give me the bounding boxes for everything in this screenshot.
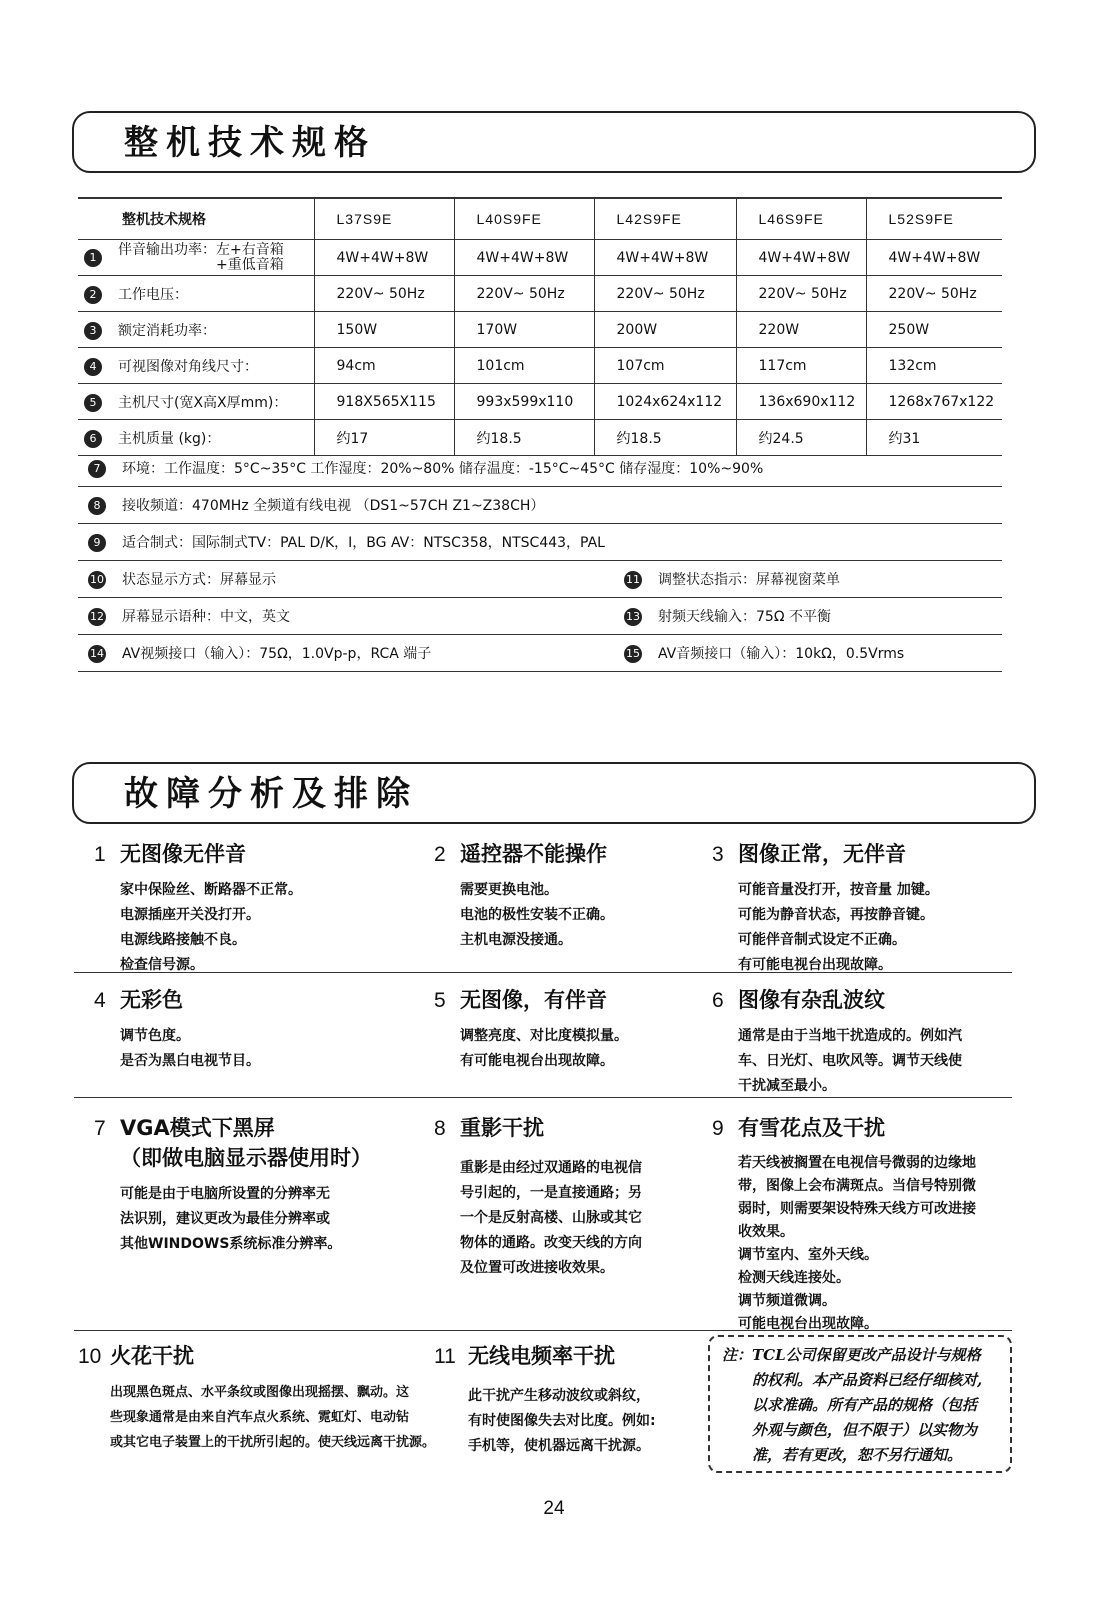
fault-line: 可能为静音状态，再按静音键。 (738, 907, 934, 923)
spec-table-title: 整机技术规格 (78, 198, 314, 240)
spec-label-text: 主机质量 (kg)： (118, 430, 221, 447)
spec-wide-text: 接收频道：470MHz 全频道有线电视 （DS1~57CH Z1~Z38CH） (122, 498, 545, 514)
fault-number: 9 (712, 1117, 724, 1140)
fault-section-title: 故障分析及排除 (124, 774, 418, 814)
spec-value: 1268x767x122 (866, 384, 1002, 420)
fault-title: 图像正常，无伴音 (738, 842, 906, 866)
fault-line: 是否为黑白电视节目。 (120, 1053, 260, 1069)
fault-line: 一个是反射高楼、山脉或其它 (460, 1210, 642, 1226)
spec-row-label (78, 384, 314, 420)
fault-line: 弱时，则需要架设特殊天线方可改进接 (738, 1201, 976, 1217)
spec-value: 918X565X115 (314, 384, 454, 420)
fault-item (434, 838, 744, 953)
spec-wide-row (78, 487, 1002, 524)
fault-line: 有时使图像失去对比度。例如: (468, 1413, 656, 1429)
item-number-badge: 15 (624, 645, 642, 663)
spec-label-text: 可视图像对角线尺寸： (118, 358, 258, 375)
spec-pair-row (78, 598, 1002, 635)
spec-pair-row (78, 635, 1002, 672)
spec-label-text-line2: +重低音箱 (216, 256, 284, 273)
fault-line: 通常是由于当地干扰造成的。例如汽 (738, 1028, 962, 1044)
spec-value: 4W+4W+8W (314, 240, 454, 276)
fault-number: 6 (712, 989, 724, 1012)
spec-wide-row (78, 524, 1002, 561)
spec-value: 94cm (314, 348, 454, 384)
fault-title: 重影干扰 (460, 1116, 544, 1140)
fault-line: 带，图像上会布满斑点。当信号特别微 (738, 1178, 976, 1194)
spec-value: 150W (314, 312, 454, 348)
fault-section-header (72, 762, 1036, 824)
spec-value: 220V~ 50Hz (736, 276, 866, 312)
fault-title: 无图像无伴音 (120, 842, 246, 866)
item-number-badge: 3 (84, 322, 102, 340)
spec-value: 107cm (594, 348, 736, 384)
spec-value: 220V~ 50Hz (594, 276, 736, 312)
spec-section-header (72, 111, 1036, 173)
fault-item (434, 1340, 704, 1459)
spec-label-text: 伴音输出功率：左+右音箱 (118, 241, 284, 258)
spec-value: 200W (594, 312, 736, 348)
fault-number: 8 (434, 1117, 446, 1140)
fault-item (94, 838, 404, 978)
fault-item (434, 984, 744, 1074)
divider (74, 1097, 1012, 1098)
fault-line: 其他WINDOWS系统标准分辨率。 (120, 1236, 342, 1252)
spec-label-text: 主机尺寸(宽X高X厚mm)： (118, 394, 288, 411)
spec-value: 约31 (866, 420, 1002, 456)
fault-line: 或其它电子装置上的干扰所引起的。使天线远离干扰源。 (110, 1435, 436, 1450)
fault-line: 若天线被搁置在电视信号微弱的边缘地 (738, 1155, 976, 1171)
fault-line: 可能伴音制式设定不正确。 (738, 932, 906, 948)
fault-line: 有可能电视台出现故障。 (460, 1053, 614, 1069)
spec-value: 4W+4W+8W (736, 240, 866, 276)
page-number: 24 (543, 1498, 565, 1519)
fault-line: 调节频道微调。 (738, 1293, 836, 1309)
fault-line: 重影是由经过双通路的电视信 (460, 1160, 642, 1176)
fault-line: 调节色度。 (120, 1028, 190, 1044)
fault-item (94, 984, 404, 1074)
fault-line: 收效果。 (738, 1224, 794, 1240)
fault-number: 2 (434, 843, 446, 866)
fault-title: 遥控器不能操作 (460, 842, 607, 866)
spec-value: 220V~ 50Hz (866, 276, 1002, 312)
model-header: L42S9FE (594, 198, 736, 240)
item-number-badge: 13 (624, 608, 642, 626)
fault-line: 电池的极性安装不正确。 (460, 907, 614, 923)
fault-number: 11 (434, 1345, 456, 1368)
note-line: 外观与颜色，但不限于）以实物为 (752, 1421, 978, 1439)
spec-value: 132cm (866, 348, 1002, 384)
fault-title: 火花干扰 (110, 1344, 194, 1368)
fault-number: 7 (94, 1117, 106, 1140)
fault-title: VGA模式下黑屏 (120, 1116, 275, 1140)
item-number-badge: 14 (88, 645, 106, 663)
spec-row (78, 312, 1002, 348)
fault-line: 号引起的，一是直接通路；另 (460, 1185, 642, 1201)
model-header: L46S9FE (736, 198, 866, 240)
model-header: L40S9FE (454, 198, 594, 240)
fault-item (94, 1112, 404, 1257)
item-number-badge: 7 (88, 460, 106, 478)
spec-value: 约24.5 (736, 420, 866, 456)
fault-line: 及位置可改进接收效果。 (460, 1260, 614, 1276)
item-number-badge: 8 (88, 497, 106, 515)
spec-pair-right: 射频天线输入：75Ω 不平衡 (658, 609, 831, 625)
spec-pair-row (78, 561, 1002, 598)
spec-label-text: 工作电压： (118, 286, 188, 303)
fault-title: 无图像，有伴音 (460, 988, 607, 1012)
spec-pair-left: AV视频接口（输入）：75Ω，1.0Vp-p，RCA 端子 (122, 646, 432, 662)
fault-line: 需要更换电池。 (460, 882, 558, 898)
fault-title: 图像有杂乱波纹 (738, 988, 885, 1012)
note-line: 以求准确。所有产品的规格（包括 (752, 1396, 978, 1414)
spec-value: 220V~ 50Hz (314, 276, 454, 312)
fault-title: 无线电频率干扰 (468, 1344, 615, 1368)
spec-value: 220W (736, 312, 866, 348)
spec-value: 1024x624x112 (594, 384, 736, 420)
item-number-badge: 12 (88, 608, 106, 626)
fault-line: 检测天线连接处。 (738, 1270, 850, 1286)
fault-line: 些现象通常是由来自汽车点火系统、霓虹灯、电动钻 (110, 1410, 410, 1425)
item-number-badge: 9 (88, 534, 106, 552)
spec-row-label (78, 240, 314, 276)
spec-row (78, 384, 1002, 420)
fault-number: 1 (94, 843, 106, 866)
spec-value: 136x690x112 (736, 384, 866, 420)
spec-row-label (78, 348, 314, 384)
fault-item (434, 1112, 744, 1281)
item-number-badge: 10 (88, 571, 106, 589)
fault-line: 主机电源没接通。 (460, 932, 572, 948)
model-header: L37S9E (314, 198, 454, 240)
note-line: 的权利。本产品资料已经仔细核对, (752, 1371, 983, 1389)
fault-number: 4 (94, 989, 106, 1012)
note-line: 注：TCL公司保留更改产品设计与规格 (722, 1346, 981, 1364)
fault-item (712, 1112, 1022, 1336)
spec-value: 4W+4W+8W (594, 240, 736, 276)
fault-line: 此干扰产生移动波纹或斜纹， (468, 1388, 650, 1404)
fault-line: 可能电视台出现故障。 (738, 1316, 878, 1332)
model-header: L52S9FE (866, 198, 1002, 240)
note-line: 准，若有更改，恕不另行通知。 (752, 1446, 963, 1464)
fault-line: 电源插座开关没打开。 (120, 907, 260, 923)
fault-line: 家中保险丝、断路器不正常。 (120, 882, 302, 898)
spec-value: 101cm (454, 348, 594, 384)
item-number-badge: 4 (84, 358, 102, 376)
divider (74, 1330, 1012, 1331)
spec-row (78, 240, 1002, 276)
fault-title-line2: （即做电脑显示器使用时） (120, 1146, 372, 1170)
spec-wide-text: 适合制式：国际制式TV：PAL D/K，I，BG AV：NTSC358，NTSC443，PAL (122, 535, 605, 551)
spec-wide-row (78, 450, 1002, 487)
spec-row (78, 276, 1002, 312)
spec-value: 220V~ 50Hz (454, 276, 594, 312)
fault-number: 10 (78, 1345, 102, 1368)
fault-line: 调节室内、室外天线。 (738, 1247, 878, 1263)
fault-line: 有可能电视台出现故障。 (738, 957, 892, 973)
fault-line: 手机等，使机器远离干扰源。 (468, 1438, 650, 1454)
fault-number: 5 (434, 989, 446, 1012)
fault-number: 3 (712, 843, 724, 866)
fault-item (712, 838, 1022, 978)
fault-line: 法识别，建议更改为最佳分辨率或 (120, 1211, 330, 1227)
spec-pair-left: 状态显示方式：屏幕显示 (122, 572, 276, 588)
fault-line: 可能是由于电脑所设置的分辨率无 (120, 1186, 330, 1202)
item-number-badge: 5 (84, 394, 102, 412)
spec-value: 250W (866, 312, 1002, 348)
disclaimer-note (708, 1335, 1012, 1473)
spec-row-label (78, 312, 314, 348)
spec-value: 4W+4W+8W (454, 240, 594, 276)
spec-wide-text: 环境：工作温度：5°C~35°C 工作湿度：20%~80% 储存温度：-15°C~45°C 储存湿度：10%~90% (122, 461, 764, 477)
fault-line: 出现黑色斑点、水平条纹或图像出现摇摆、飘动。这 (110, 1385, 410, 1400)
fault-item (712, 984, 1022, 1099)
fault-title: 无彩色 (120, 988, 183, 1012)
item-number-badge: 11 (624, 571, 642, 589)
spec-pair-right: AV音频接口（输入）：10kΩ，0.5Vrms (658, 646, 905, 662)
fault-line: 车、日光灯、电吹风等。调节天线使 (738, 1053, 962, 1069)
spec-row-label (78, 276, 314, 312)
spec-value: 约18.5 (594, 420, 736, 456)
spec-pair-left: 屏幕显示语种：中文，英文 (122, 609, 290, 625)
spec-section-title: 整机技术规格 (124, 123, 376, 163)
spec-table (78, 197, 1002, 456)
item-number-badge: 2 (84, 286, 102, 304)
divider (74, 972, 1012, 973)
fault-line: 可能音量没打开，按音量 加键。 (738, 882, 939, 898)
fault-line: 物体的通路。改变天线的方向 (460, 1235, 642, 1251)
spec-row (78, 348, 1002, 384)
fault-line: 检查信号源。 (120, 957, 204, 973)
spec-value: 4W+4W+8W (866, 240, 1002, 276)
fault-title: 有雪花点及干扰 (738, 1116, 885, 1140)
spec-table-header-row (78, 198, 1002, 240)
spec-value: 117cm (736, 348, 866, 384)
fault-item (78, 1340, 436, 1455)
spec-value: 约17 (314, 420, 454, 456)
item-number-badge: 6 (84, 430, 102, 448)
spec-pair-right: 调整状态指示：屏幕视窗菜单 (658, 572, 840, 588)
spec-label-text: 额定消耗功率： (118, 322, 216, 339)
fault-line: 干扰减至最小。 (738, 1078, 836, 1094)
spec-value: 170W (454, 312, 594, 348)
fault-line: 调整亮度、对比度模拟量。 (460, 1028, 628, 1044)
fault-line: 电源线路接触不良。 (120, 932, 246, 948)
spec-value: 993x599x110 (454, 384, 594, 420)
spec-value: 约18.5 (454, 420, 594, 456)
item-number-badge: 1 (84, 249, 102, 267)
